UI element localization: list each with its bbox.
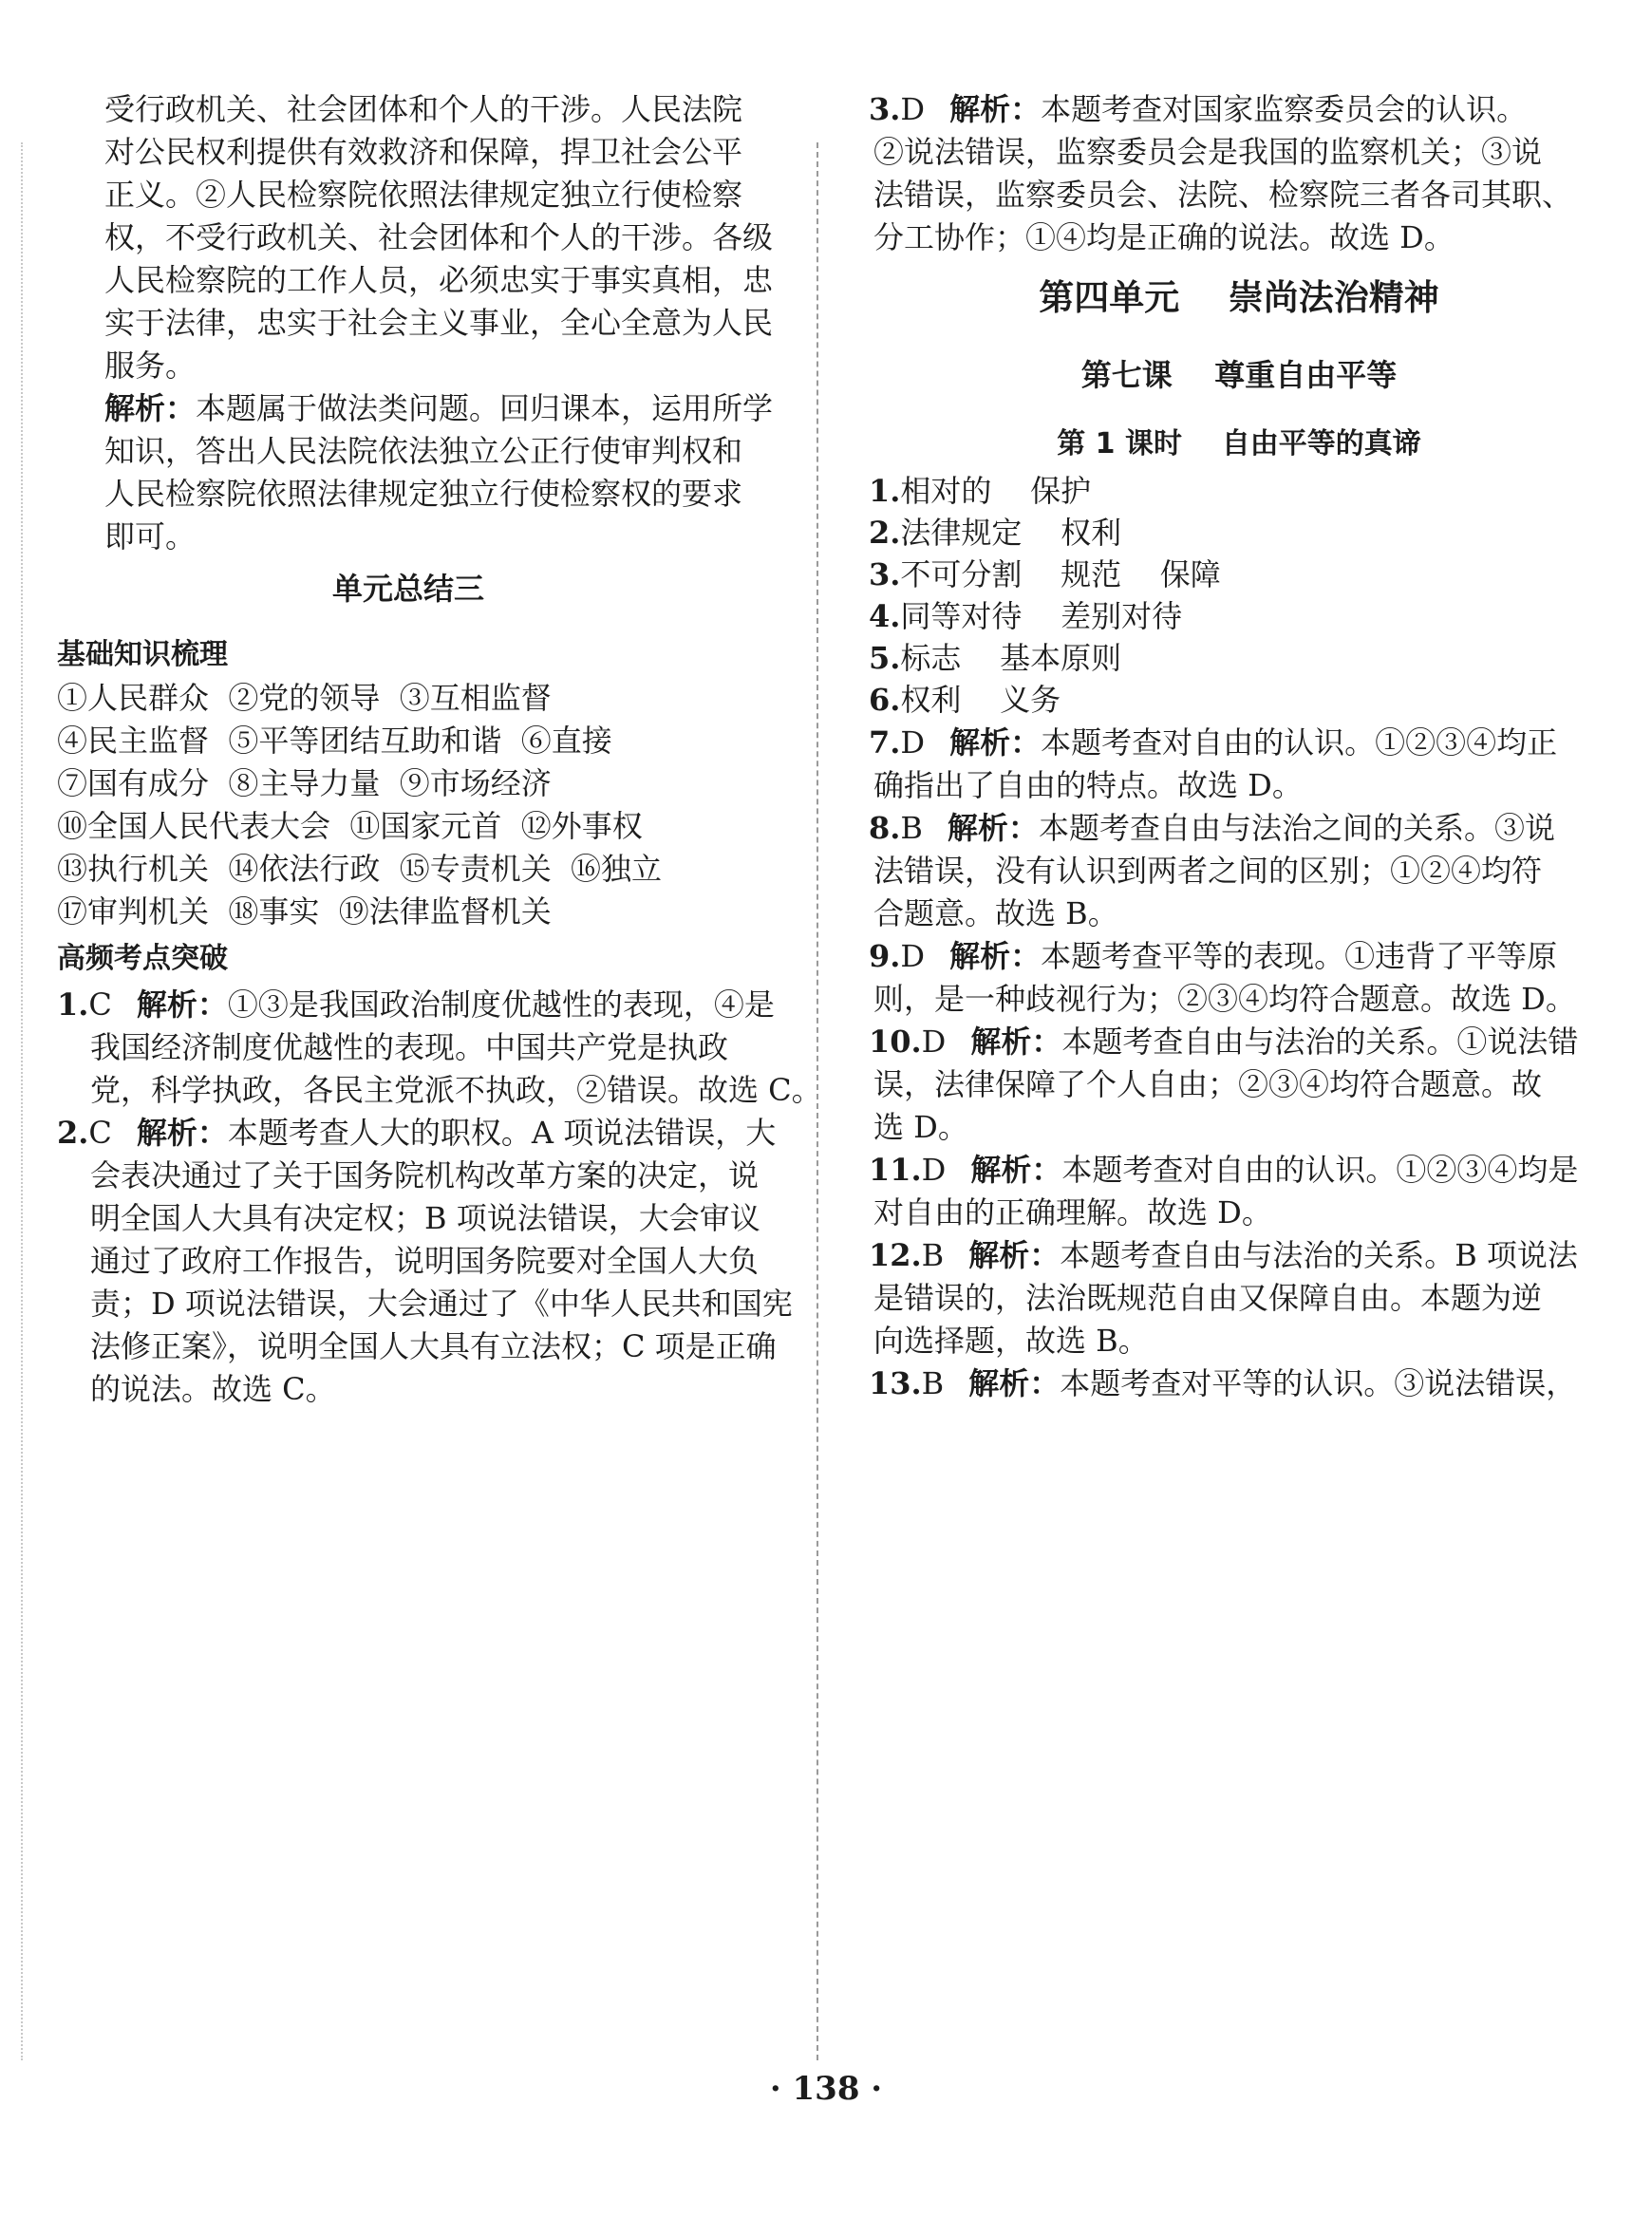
question-9: [869, 937, 1557, 975]
fill-answer: 法律规定 权利: [900, 515, 1122, 551]
question-answer: D: [921, 1152, 947, 1188]
intro-line: 受行政机关、社会团体和个人的干涉。人民法院: [104, 91, 743, 127]
analysis-text: 本题考查自由与法治的关系。①说法错: [1061, 1024, 1579, 1060]
intro-line: 权，不受行政机关、社会团体和个人的干涉。各级: [104, 219, 774, 255]
question-line: 分工协作；①④均是正确的说法。故选 D。: [873, 219, 1455, 255]
question-number: 7.: [869, 724, 901, 761]
question-number: 5.: [869, 640, 901, 676]
analysis-paragraph: [104, 389, 773, 427]
intro-line: 服务。: [104, 348, 197, 384]
analysis-line: 人民检察院依照法律规定独立行使检察权的要求: [104, 476, 743, 512]
analysis-text: 本题考查自由与法治的关系。B 项说法: [1060, 1237, 1578, 1273]
question-number: 3.: [869, 91, 901, 127]
knowledge-line: ④民主监督 ⑤平等团结互助和谐 ⑥直接: [57, 723, 612, 759]
fill-item: [869, 597, 1182, 635]
knowledge-line: ⑩全国人民代表大会 ⑪国家元首 ⑫外事权: [57, 808, 643, 844]
knowledge-line: ⑦国有成分 ⑧主导力量 ⑨市场经济: [57, 765, 552, 801]
question-line: ②说法错误，监察委员会是我国的监察机关；③说: [873, 134, 1543, 170]
question-number: 11.: [869, 1152, 922, 1188]
question-11: [869, 1151, 1578, 1189]
analysis-label: 解析：: [968, 1365, 1061, 1401]
analysis-label: 解析：: [949, 91, 1042, 127]
question-line: 选 D。: [873, 1109, 968, 1145]
analysis-label: 解析：: [949, 724, 1042, 761]
analysis-text: 本题考查对自由的认识。①②③④均是: [1061, 1152, 1579, 1188]
question-number: 13.: [869, 1365, 922, 1401]
knowledge-heading: 基础知识梳理: [57, 638, 228, 671]
question-1: [57, 986, 775, 1024]
analysis-line: 即可。: [104, 518, 197, 554]
analysis-label: 解析：: [104, 390, 197, 426]
analysis-line: 知识，答出人民法院依法独立公正行使审判权和: [104, 433, 743, 469]
question-answer: B: [900, 810, 923, 846]
analysis-label: 解析：: [970, 1152, 1062, 1188]
analysis-text: 本题考查自由与法治之间的关系。③说: [1038, 810, 1555, 846]
question-number: 2.: [57, 1115, 89, 1151]
analysis-text: 本题考查对平等的认识。③说法错误，: [1060, 1365, 1577, 1401]
period-title: 第 1 课时 自由平等的真谛: [1057, 427, 1421, 460]
analysis-text: 本题考查对国家监察委员会的认识。: [1041, 91, 1528, 127]
question-number: 4.: [869, 598, 901, 634]
question-line: 法修正案》，说明全国人大具有立法权；C 项是正确: [90, 1328, 777, 1364]
page-number: · 138 ·: [769, 2070, 883, 2108]
question-answer: B: [921, 1365, 945, 1401]
unit-title: 第四单元 崇尚法治精神: [1039, 276, 1439, 318]
analysis-label: 解析：: [970, 1024, 1062, 1060]
lesson-title: 第七课 尊重自由平等: [1080, 357, 1398, 393]
question-line: 的说法。故选 C。: [90, 1371, 336, 1407]
question-line: 责；D 项说法错误，大会通过了《中华人民共和国宪: [90, 1286, 793, 1322]
question-line: 合题意。故选 B。: [873, 895, 1118, 931]
question-line: 我国经济制度优越性的表现。中国共产党是执政: [90, 1029, 729, 1065]
fill-answer: 标志 基本原则: [900, 640, 1122, 676]
question-line: 法错误，没有认识到两者之间的区别；①②④均符: [873, 853, 1543, 889]
question-line: 党，科学执政，各民主党派不执政，②错误。故选 C。: [90, 1072, 822, 1108]
question-answer: C: [88, 1115, 112, 1151]
knowledge-line: ⑰审判机关 ⑱事实 ⑲法律监督机关: [57, 893, 552, 930]
question-3: [869, 90, 1527, 128]
question-line: 是错误的，法治既规范自由又保障自由。本题为逆: [873, 1280, 1543, 1316]
question-10: [869, 1023, 1578, 1061]
fill-answer: 同等对待 差别对待: [900, 598, 1183, 634]
fill-item: [869, 472, 1091, 510]
question-7: [869, 723, 1557, 761]
intro-line: 正义。②人民检察院依照法律规定独立行使检察: [104, 177, 743, 213]
question-number: 1.: [869, 473, 901, 509]
question-number: 3.: [869, 556, 901, 592]
fill-item: [869, 514, 1121, 552]
fill-answer: 不可分割 规范 保障: [900, 556, 1221, 592]
question-line: 误，法律保障了个人自由；②③④均符合题意。故: [873, 1066, 1543, 1102]
question-answer: C: [88, 986, 112, 1023]
fill-item: [869, 681, 1061, 719]
question-12: [869, 1236, 1578, 1274]
question-number: 2.: [869, 515, 901, 551]
analysis-label: 解析：: [949, 938, 1042, 974]
question-line: 法错误，监察委员会、法院、检察院三者各司其职、: [873, 177, 1573, 213]
question-line: 向选择题，故选 B。: [873, 1323, 1149, 1359]
analysis-label: 解析：: [136, 986, 228, 1023]
analysis-label: 解析：: [968, 1237, 1061, 1273]
fill-item: [869, 555, 1221, 593]
question-13: [869, 1364, 1576, 1402]
question-8: [869, 809, 1555, 847]
question-number: 12.: [869, 1237, 922, 1273]
question-number: 6.: [869, 682, 901, 718]
question-answer: D: [921, 1024, 947, 1060]
question-line: 确指出了自由的特点。故选 D。: [873, 767, 1303, 803]
analysis-text: 本题考查对自由的认识。①②③④均正: [1041, 724, 1558, 761]
question-answer: B: [921, 1237, 945, 1273]
analysis-label: 解析：: [136, 1115, 228, 1151]
knowledge-line: ①人民群众 ②党的领导 ③互相监督: [57, 680, 552, 716]
question-number: 9.: [869, 938, 901, 974]
question-line: 对自由的正确理解。故选 D。: [873, 1194, 1272, 1231]
question-answer: D: [900, 938, 926, 974]
knowledge-line: ⑬执行机关 ⑭依法行政 ⑮专责机关 ⑯独立: [57, 851, 663, 887]
question-line: 通过了政府工作报告，说明国务院要对全国人大负: [90, 1243, 760, 1279]
fill-item: [869, 639, 1121, 677]
fill-answer: 权利 义务: [900, 682, 1061, 718]
intro-line: 对公民权利提供有效救济和保障，捍卫社会公平: [104, 134, 743, 170]
question-number: 10.: [869, 1024, 922, 1060]
intro-line: 实于法律，忠实于社会主义事业，全心全意为人民: [104, 305, 774, 341]
analysis-text: ①③是我国政治制度优越性的表现，④是: [227, 986, 775, 1023]
analysis-text: 本题属于做法类问题。回归课本，运用所学: [196, 390, 774, 426]
question-line: 会表决通过了关于国务院机构改革方案的决定，说: [90, 1157, 760, 1193]
question-line: 明全国人大具有决定权；B 项说法错误，大会审议: [90, 1200, 760, 1236]
question-number: 8.: [869, 810, 901, 846]
analysis-text: 本题考查平等的表现。①违背了平等原: [1041, 938, 1558, 974]
fill-answer: 相对的 保护: [900, 473, 1092, 509]
question-answer: D: [900, 91, 926, 127]
analysis-label: 解析：: [947, 810, 1039, 846]
question-line: 则，是一种歧视行为；②③④均符合题意。故选 D。: [873, 981, 1576, 1017]
analysis-text: 本题考查人大的职权。A 项说法错误，大: [227, 1115, 777, 1151]
intro-line: 人民检察院的工作人员，必须忠实于事实真相，忠: [104, 262, 774, 298]
question-answer: D: [900, 724, 926, 761]
binding-margin-line: [21, 142, 23, 2060]
breakthrough-heading: 高频考点突破: [57, 942, 228, 975]
section-title: 单元总结三: [331, 571, 484, 607]
question-number: 1.: [57, 986, 89, 1023]
question-2: [57, 1114, 776, 1152]
